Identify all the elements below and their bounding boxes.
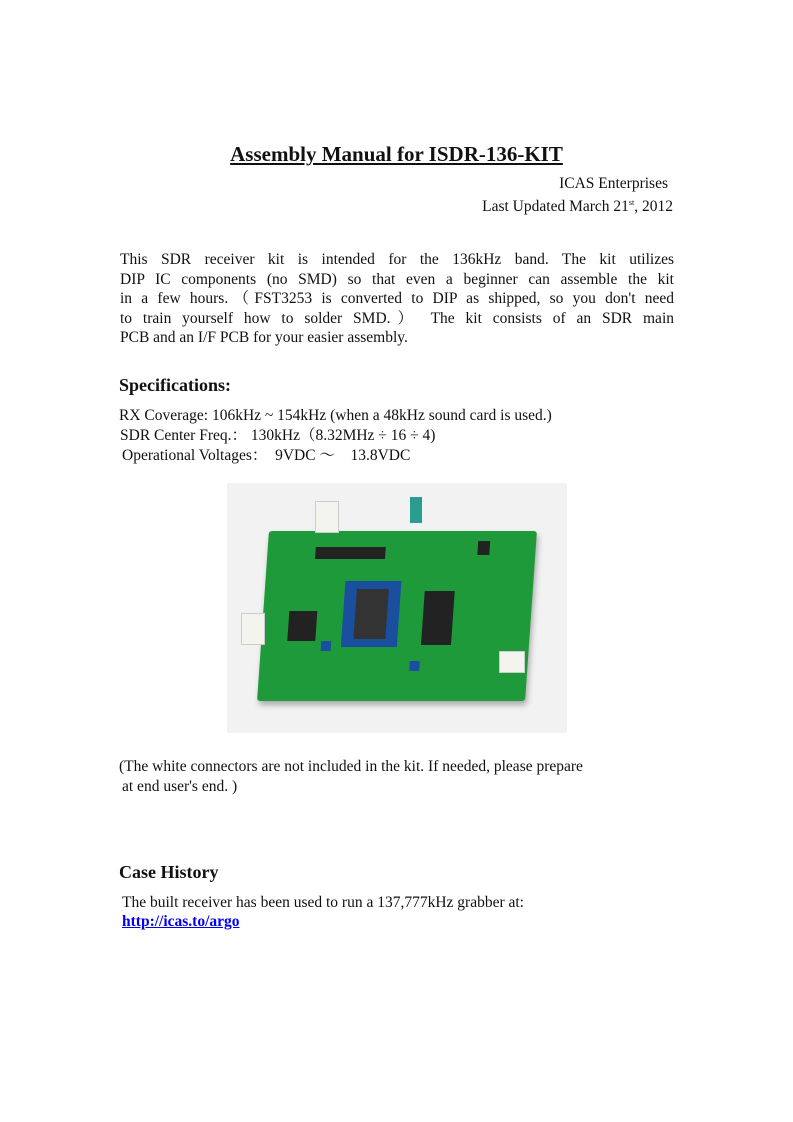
spec-voltages: Operational Voltages： 9VDC ～ 13.8VDC xyxy=(122,447,411,464)
argo-link[interactable]: http://icas.to/argo xyxy=(122,913,240,930)
last-updated: Last Updated March 21st, 2012 xyxy=(482,198,673,216)
connector-note-line2: at end user's end. ) xyxy=(122,778,238,795)
specifications-heading: Specifications: xyxy=(119,375,231,395)
author: ICAS Enterprises xyxy=(559,175,668,192)
spec-center-freq: SDR Center Freq.： 130kHz（8.32MHz ÷ 16 ÷ 4) xyxy=(120,427,436,444)
intro-paragraph: This SDR receiver kit is intended for the 136kHz band. The kit utilizes DIP IC components (no SMD) so that even a beginner can assemble the kit in a few hours.（FST3253 is converted to DIP as shipped, so you don't need to train yourself how to solder SMD.） The kit consists of an SDR main PCB and an I/F PCB for your easier assembly. xyxy=(120,251,674,346)
document-title: Assembly Manual for ISDR-136-KIT xyxy=(230,142,563,166)
case-history-heading: Case History xyxy=(119,862,219,882)
spec-rx-coverage: RX Coverage: 106kHz ~ 154kHz (when a 48kHz sound card is used.) xyxy=(119,407,552,424)
pcb-board xyxy=(257,531,537,701)
case-history-text: The built receiver has been used to run a 137,777kHz grabber at: xyxy=(122,894,524,911)
pcb-photo xyxy=(227,483,567,733)
connector-note-line1: (The white connectors are not included in the kit. If needed, please prepare xyxy=(119,758,583,775)
